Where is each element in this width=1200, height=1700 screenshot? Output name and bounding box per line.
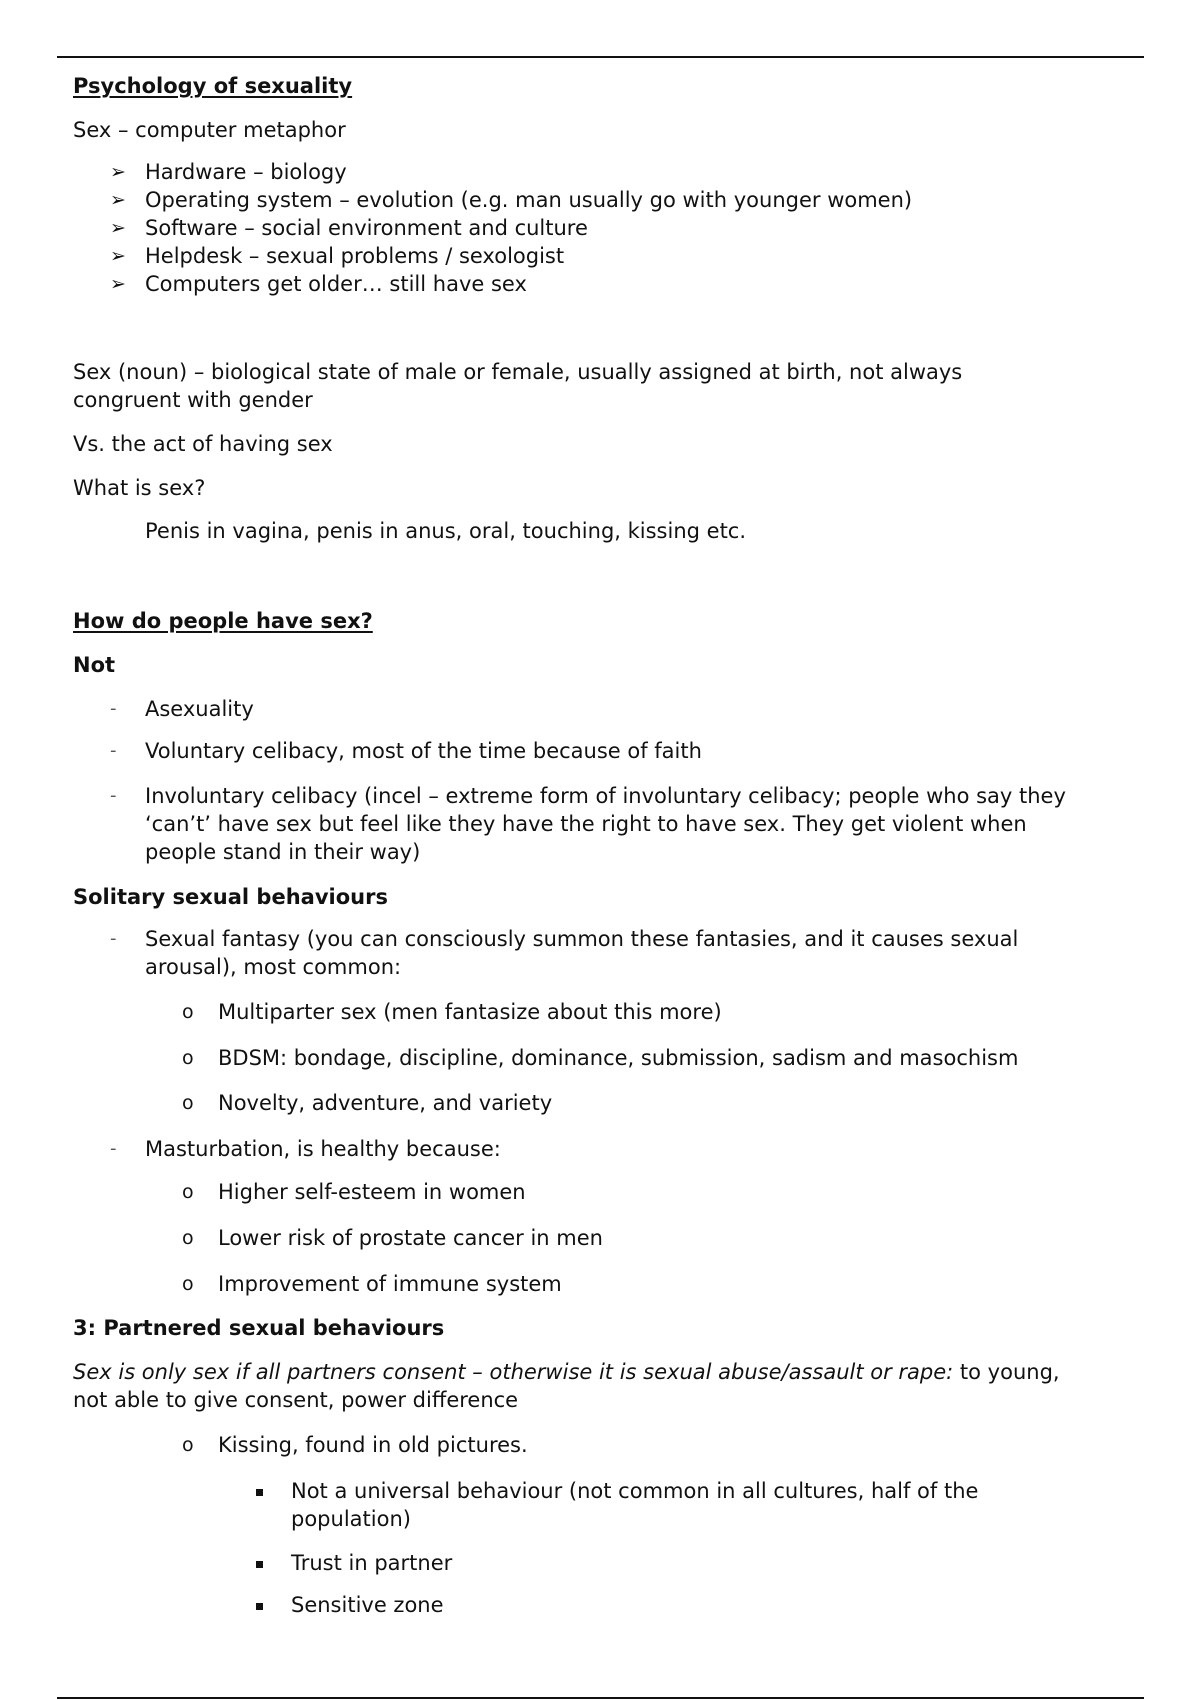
list-item: Higher self-esteem in women [218, 1180, 526, 1204]
dash-bullet-icon: - [110, 740, 117, 761]
list-item-line: population) [291, 1507, 411, 1531]
definition-line-2: congruent with gender [73, 388, 313, 412]
list-item: Trust in partner [291, 1551, 453, 1575]
list-item: Hardware – biology [145, 160, 347, 184]
dash-bullet-icon: - [110, 785, 117, 806]
list-item: Novelty, adventure, and variety [218, 1091, 553, 1115]
circle-bullet-icon: o [182, 1092, 194, 1114]
bottom-rule [57, 1697, 1144, 1699]
circle-bullet-icon: o [182, 1227, 194, 1249]
list-item: Voluntary celibacy, most of the time because of faith [145, 739, 702, 763]
list-item-line: people stand in their way) [145, 840, 421, 864]
circle-bullet-icon: o [182, 1434, 194, 1456]
circle-bullet-icon: o [182, 1181, 194, 1203]
list-item: Operating system – evolution (e.g. man usually go with younger women) [145, 188, 913, 212]
list-item: Software – social environment and culture [145, 216, 588, 240]
list-item-line: ‘can’t’ have sex but feel like they have the right to have sex. They get violent when [145, 812, 1027, 836]
arrow-bullet-icon: ➢ [110, 189, 126, 211]
list-item: Computers get older… still have sex [145, 272, 527, 296]
list-item: BDSM: bondage, discipline, dominance, submission, sadism and masochism [218, 1046, 1019, 1070]
subheading-solitary: Solitary sexual behaviours [73, 885, 388, 909]
list-item: Improvement of immune system [218, 1272, 562, 1296]
list-item-line: arousal), most common: [145, 955, 402, 979]
square-bullet-icon [256, 1591, 263, 1619]
square-bullet-icon [256, 1549, 263, 1577]
consent-line-1 [73, 1358, 1060, 1386]
dash-bullet-icon: - [110, 928, 117, 949]
list-item: Asexuality [145, 697, 254, 721]
section-heading-how: How do people have sex? [73, 609, 373, 633]
square-bullet-icon [256, 1477, 263, 1505]
list-item-line: Involuntary celibacy (incel – extreme form of involuntary celibacy; people who say they [145, 784, 1066, 808]
definition-line-1: Sex (noun) – biological state of male or female, usually assigned at birth, not always [73, 360, 963, 384]
list-item: Sensitive zone [291, 1593, 444, 1617]
circle-bullet-icon: o [182, 1273, 194, 1295]
list-item: Masturbation, is healthy because: [145, 1137, 501, 1161]
list-item-line: Sexual fantasy (you can consciously summon these fantasies, and it causes sexual [145, 927, 1019, 951]
subheading-not: Not [73, 653, 116, 677]
arrow-bullet-icon: ➢ [110, 161, 126, 183]
circle-bullet-icon: o [182, 1047, 194, 1069]
definition-answer: Penis in vagina, penis in anus, oral, touching, kissing etc. [145, 519, 747, 543]
metaphor-title: Sex – computer metaphor [73, 118, 346, 142]
subheading-partnered: 3: Partnered sexual behaviours [73, 1316, 445, 1340]
consent-line-2: not able to give consent, power difference [73, 1388, 519, 1412]
consent-rest: to young, [953, 1360, 1060, 1384]
circle-bullet-icon: o [182, 1001, 194, 1023]
document-title: Psychology of sexuality [73, 74, 353, 98]
list-item: Multiparter sex (men fantasize about this more) [218, 1000, 722, 1024]
arrow-bullet-icon: ➢ [110, 217, 126, 239]
top-rule [57, 56, 1144, 58]
consent-italic: Sex is only sex if all partners consent – otherwise it is sexual abuse/assault or rape: [73, 1360, 954, 1384]
dash-bullet-icon: - [110, 1138, 117, 1159]
list-item: Lower risk of prostate cancer in men [218, 1226, 603, 1250]
dash-bullet-icon: - [110, 698, 117, 719]
arrow-bullet-icon: ➢ [110, 273, 126, 295]
definition-versus: Vs. the act of having sex [73, 432, 333, 456]
list-item-line: Not a universal behaviour (not common in all cultures, half of the [291, 1479, 979, 1503]
list-item: Kissing, found in old pictures. [218, 1433, 528, 1457]
list-item: Helpdesk – sexual problems / sexologist [145, 244, 565, 268]
definition-question: What is sex? [73, 476, 206, 500]
arrow-bullet-icon: ➢ [110, 245, 126, 267]
